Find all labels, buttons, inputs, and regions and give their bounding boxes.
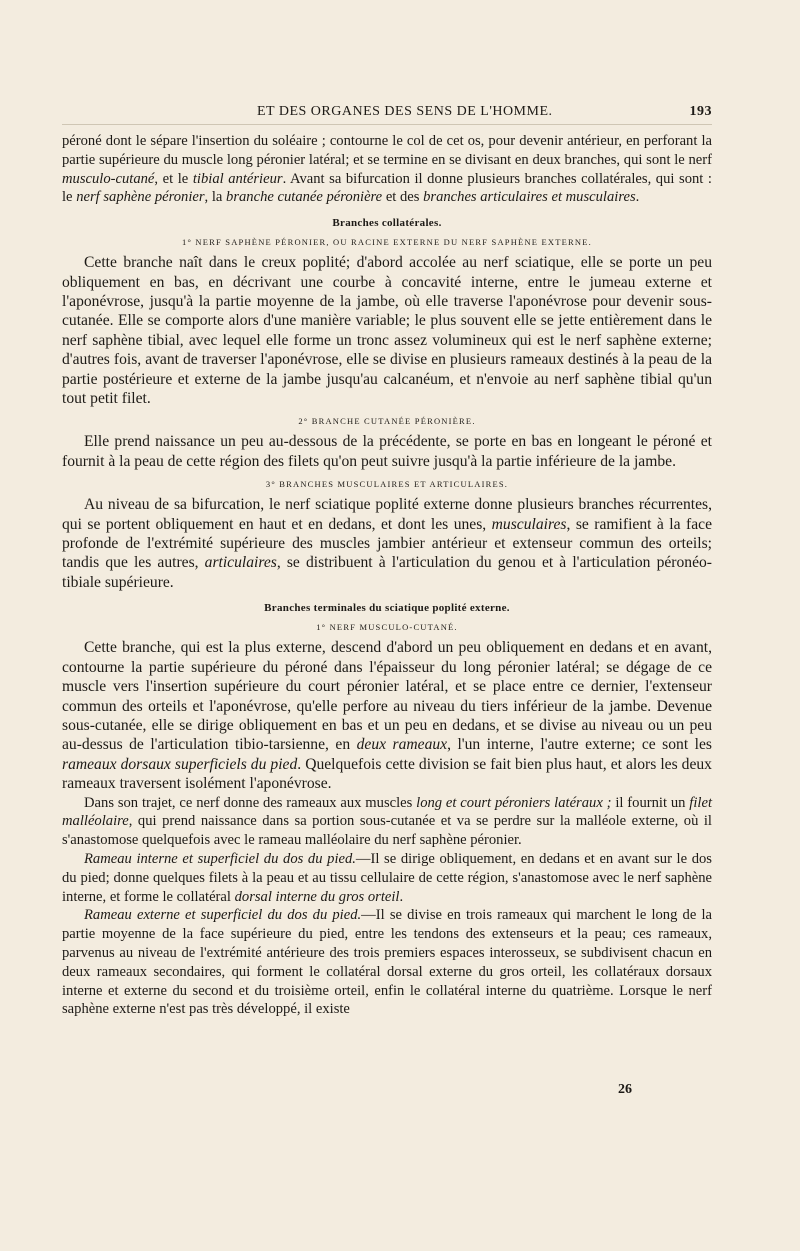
paragraph-musculaires-articulaires: Au niveau de sa bifurcation, le nerf sciatique poplité externe donne plusieurs branches récurrentes, qui se portent obliquement en haut et en dedans, et dont les unes, musculaires, se ramifient à la face profonde de l'extrémité supérieure des muscles jambier antérieur et extenseur commun des orteils; tandis que les autres, articulaires, se distribuent à l'articulation du genou et à l'articulation péronéo-tibiale supérieure. bbox=[62, 496, 712, 591]
header-rule bbox=[62, 124, 712, 125]
paragraph-intro: péroné dont le sépare l'insertion du soléaire ; contourne le col de cet os, pour devenir antérieur, en perforant la partie supérieure du muscle long péronier latéral; et se termine en se divisant en deux branches, qui sont le nerf musculo-cutané, et le tibial antérieur. Avant sa bifurcation il donne plusieurs branches collatérales, qui sont : le nerf saphène péronier, la branche cutanée péronière et des branches articulaires et musculaires. bbox=[62, 133, 712, 206]
signature-mark: 26 bbox=[618, 1082, 632, 1097]
paragraph-trajet: Dans son trajet, ce nerf donne des rameaux aux muscles long et court péroniers latéraux ; il fournit un filet malléolaire, qui prend naissance dans sa portion sous-cutanée et va se perdre sur la malléole externe, où il s'anastomose quelquefois avec le rameau malléolaire du nerf saphène péronier. bbox=[62, 794, 712, 849]
heading-cutanee-peroniere: 2° BRANCHE CUTANÉE PÉRONIÈRE. bbox=[298, 416, 476, 427]
paragraph-rameau-externe: Rameau externe et superficiel du dos du pied.—Il se divise en trois rameaux qui marchent le long de la partie moyenne de la face supérieure du pied, entre les tendons des extenseurs et la peau; ces rameaux, parvenus au niveau de l'extrémité antérieure des trois premiers espaces interosseux, se subdivisent chacun en deux rameaux secondaires, qui forment le collatéral dorsal externe du gros orteil, les collatéraux dorsaux interne et externe du second et du troisième orteil, enfin le collatéral interne du quatrième. Lorsque le nerf saphène externe n'est pas très développé, il existe bbox=[62, 907, 713, 1018]
heading-saphene-peronier: 1° NERF SAPHÈNE PÉRONIER, OU RACINE EXTERNE DU NERF SAPHÈNE EXTERNE. bbox=[182, 237, 592, 248]
heading-musculo-cutane: 1° NERF MUSCULO-CUTANÉ. bbox=[316, 622, 458, 633]
page-number: 193 bbox=[689, 104, 712, 119]
running-title: ET DES ORGANES DES SENS DE L'HOMME. bbox=[257, 104, 553, 119]
paragraph-musculo-cutane: Cette branche, qui est la plus externe, descend d'abord un peu obliquement en dedans et en avant, contourne la partie supérieure du péroné dans l'épaisseur du long péronier latéral; se dégage de ce muscle vers l'insertion supérieure du court péronier latéral, et se place entre ce dernier, l'extenseur commun des orteils et l'aponévrose, qu'elle perfore au niveau du tiers inférieur de la jambe. Devenue sous-cutanée, elle se dirige obliquement en bas et un peu en dedans, et se divise au niveau ou un peu au-dessus de l'articulation tibio-tarsienne, en deux rameaux, l'un interne, l'autre externe; ce sont les rameaux dorsaux superficiels du pied. Quelquefois cette division se fait bien plus haut, et alors les deux rameaux traversent isolément l'aponévrose. bbox=[62, 639, 712, 793]
paragraph-rameau-interne: Rameau interne et superficiel du dos du pied.—Il se dirige obliquement, en dedans et en avant sur le dos du pied; donne quelques filets à la peau et au tissu cellulaire de cette région, s'anastomose avec le nerf saphène interne, et forme le collatéral dorsal interne du gros orteil. bbox=[62, 850, 712, 905]
paragraph-cutanee-peroniere: Elle prend naissance un peu au-dessous de la précédente, se porte en bas en longeant le péroné et fournit à la peau de cette région des filets qu'on peut suivre jusqu'à la partie inférieure de la jambe. bbox=[62, 433, 712, 470]
heading-collaterales: Branches collatérales. bbox=[332, 217, 442, 230]
main-text bbox=[62, 132, 712, 1019]
heading-terminales: Branches terminales du sciatique poplité externe. bbox=[264, 602, 510, 615]
heading-musculaires-articulaires: 3° BRANCHES MUSCULAIRES ET ARTICULAIRES. bbox=[265, 479, 509, 490]
paragraph-saphene-peronier: Cette branche naît dans le creux poplité; d'abord accolée au nerf sciatique, elle se porte un peu obliquement en bas, en décrivant une courbe à concavité interne, entre le jumeau externe et l'aponévrose, jusqu'à la partie moyenne de la jambe, où elle traverse l'aponévrose pour devenir sous-cutanée. Elle se comporte alors d'une manière variable; le plus souvent elle se jette entièrement dans le nerf saphène tibial, avec lequel elle forme un tronc assez volumineux qui est le nerf saphène externe; d'autres fois, avant de traverser l'aponévrose, elle se divise en plusieurs rameaux destinés à la peau de la partie postérieure et externe de la jambe jusqu'au calcanéum, et n'envoie au nerf saphène tibial qu'un tout petit filet. bbox=[62, 254, 712, 408]
